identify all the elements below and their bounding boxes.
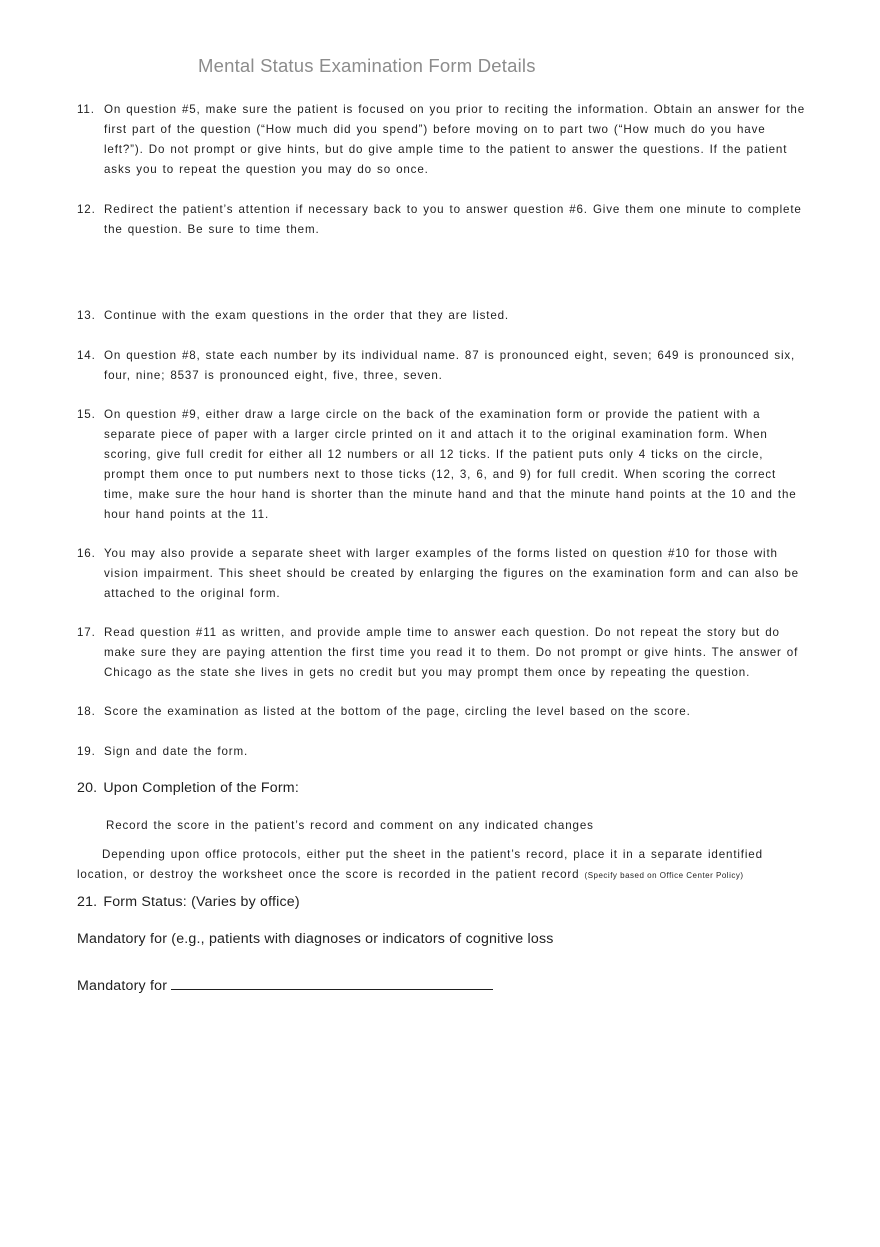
item-number: 12.	[77, 203, 96, 216]
item-text: Redirect the patient’s attention if necessary back to you to answer question #6. Give them one minute to complete the question. Be sure to time them.	[104, 203, 802, 236]
protocol-line-2-text: location, or destroy the worksheet once the score is recorded in the patient record	[77, 868, 580, 881]
item-number: 17.	[77, 626, 96, 639]
mandatory-blank-line[interactable]	[171, 975, 493, 990]
instruction-item-12	[77, 200, 807, 240]
instruction-item-16	[77, 544, 807, 604]
section-heading-text: Form Status: (Varies by office)	[103, 894, 300, 910]
item-text: You may also provide a separate sheet with larger examples of the forms listed on question #10 for those with vision impairment. This sheet should be created by enlarging the figures on the examination form and can also be attached to the original form.	[104, 547, 799, 600]
item-text: Sign and date the form.	[104, 745, 249, 758]
item-number: 19.	[77, 745, 96, 758]
form-status-heading	[77, 892, 300, 912]
instruction-item-11	[77, 100, 807, 180]
item-number: 18.	[77, 705, 96, 718]
item-number: 14.	[77, 349, 96, 362]
section-number: 21.	[77, 894, 98, 910]
policy-note: (Specify based on Office Center Policy)	[584, 871, 744, 880]
instruction-item-14	[77, 346, 807, 386]
record-score-line: Record the score in the patient’s record and comment on any indicated changes	[106, 819, 594, 832]
item-text: On question #9, either draw a large circle on the back of the examination form or provide the patient with a separate piece of paper with a larger circle printed on it and attach it to the original examination form. When scoring, give full credit for either all 12 numbers or all 12 ticks. If the patient puts only 4 ticks on the circle, prompt them once to put numbers next to those ticks (12, 3, 6, and 9) for full credit. When scoring the correct time, make sure the hour hand is shorter than the minute hand and that the minute hand points at the 10 and the hour hand points at the 11.	[104, 408, 797, 521]
instruction-item-18	[77, 702, 807, 722]
item-text: Read question #11 as written, and provide ample time to answer each question. Do not repeat the story but do make sure they are paying attention the first time you read it to them. Do not prompt or give hints. The answer of Chicago as the state she lives in gets no credit but you may prompt them once by repeating the question.	[104, 626, 799, 679]
instruction-item-15	[77, 405, 807, 525]
item-text: Score the examination as listed at the bottom of the page, circling the level based on the score.	[104, 705, 691, 718]
item-number: 16.	[77, 547, 96, 560]
item-text: On question #5, make sure the patient is focused on you prior to reciting the information. Obtain an answer for the first part of the question (“How much did you spend”) before moving on to part two (“How much do you have left?”). Do not prompt or give hints, but do give ample time to the patient to answer the questions. If the patient asks you to repeat the question you may do so once.	[104, 103, 805, 176]
item-number: 13.	[77, 309, 96, 322]
item-number: 15.	[77, 408, 96, 421]
instruction-item-17	[77, 623, 807, 683]
item-text: Continue with the exam questions in the order that they are listed.	[104, 309, 510, 322]
instruction-item-13	[77, 306, 807, 326]
mandatory-blank-label: Mandatory for	[77, 978, 168, 994]
section-number: 20.	[77, 780, 98, 796]
mandatory-example: Mandatory for (e.g., patients with diagnoses or indicators of cognitive loss	[77, 931, 554, 947]
item-number: 11.	[77, 103, 95, 116]
instruction-item-19	[77, 742, 807, 762]
section-heading-text: Upon Completion of the Form:	[103, 780, 299, 796]
completion-heading	[77, 778, 299, 798]
page-title: Mental Status Examination Form Details	[198, 55, 536, 76]
protocol-line-2	[77, 865, 744, 886]
mandatory-blank-field	[77, 975, 493, 996]
protocol-line-1: Depending upon office protocols, either put the sheet in the patient’s record, place it in a separate identified	[102, 848, 763, 861]
item-text: On question #8, state each number by its individual name. 87 is pronounced eight, seven; 649 is pronounced six, four, nine; 8537 is pronounced eight, five, three, seven.	[104, 349, 796, 382]
